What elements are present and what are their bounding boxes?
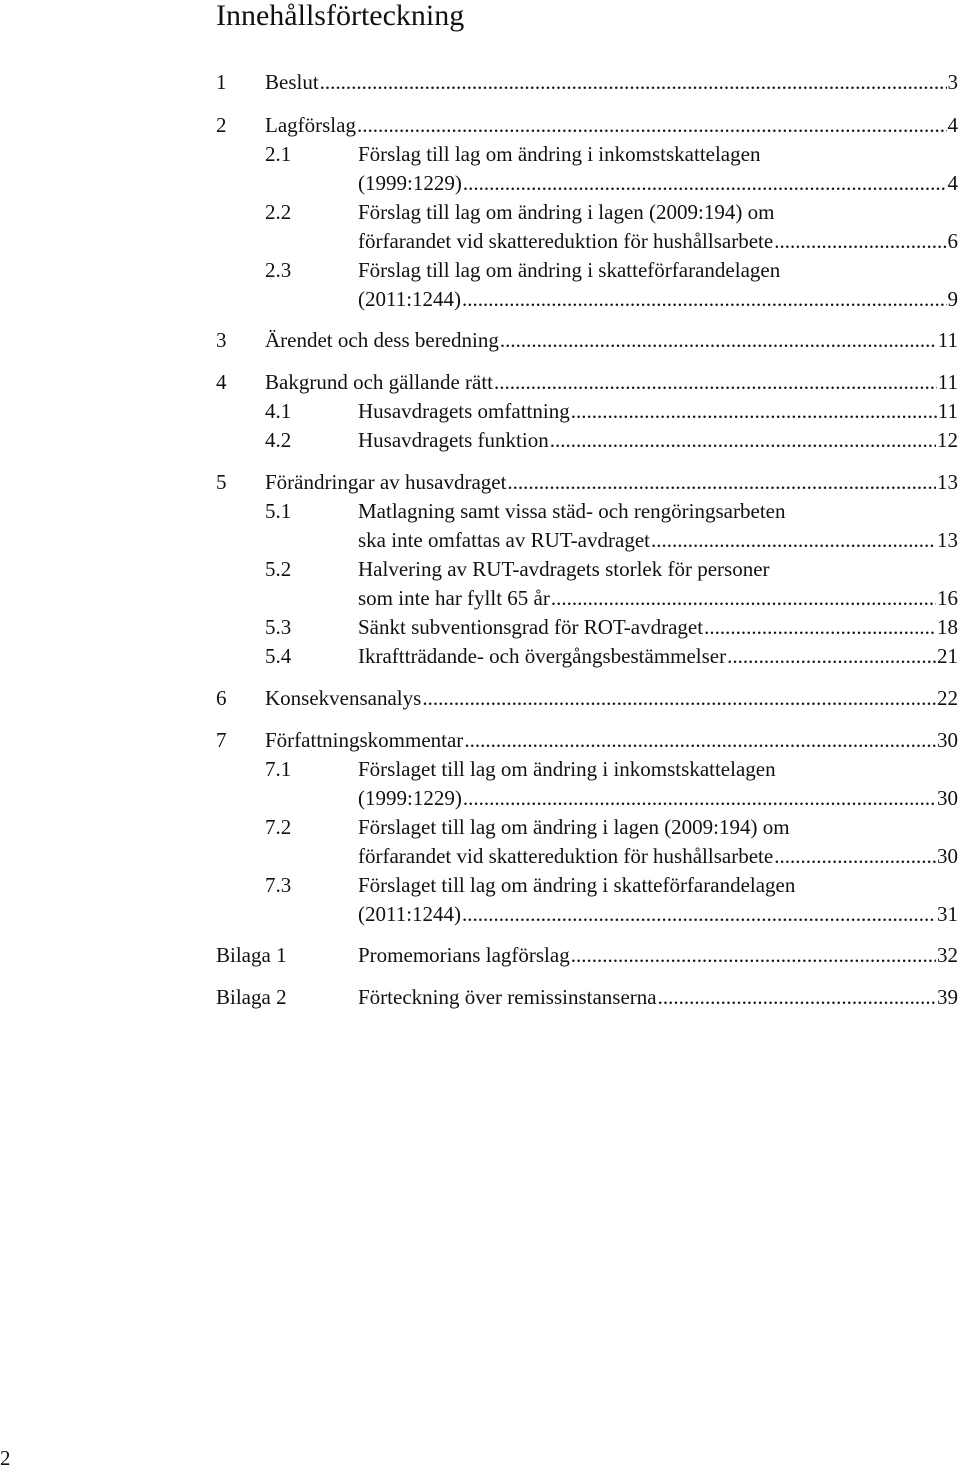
toc-entry[interactable] [0,684,960,713]
toc-dot-leader [774,227,946,256]
toc-entry[interactable] [0,111,960,140]
toc-entry-number: 6 [216,686,227,710]
toc-entry[interactable] [0,941,960,970]
toc-entry[interactable] [0,368,960,397]
toc-entry-title: Förslaget till lag om ändring i lagen (2009:194) om [358,815,790,839]
toc-entry-page: 30 [937,786,958,810]
toc-dot-leader [550,426,936,455]
toc-entry-page: 6 [947,229,958,253]
toc-entry[interactable] [0,555,960,613]
toc-entry-title: Förslag till lag om ändring i lagen (2009:194) om [358,200,775,224]
page-title: Innehållsförteckning [216,0,465,32]
toc-entry-number: 5 [216,470,227,494]
toc-entry-title: Förändringar av husavdraget [265,470,507,494]
toc-dot-leader [462,900,936,929]
toc-dot-leader [320,68,947,97]
toc-entry-page: 31 [937,902,958,926]
toc-entry-number: 2.1 [265,142,292,166]
toc-entry-page: 11 [937,370,958,394]
toc-entry-number: 3 [216,328,227,352]
toc-entry-number: 7.1 [265,757,292,781]
toc-entry[interactable] [0,326,960,355]
toc-entry-page: 4 [947,113,958,137]
toc-entry-page: 30 [937,844,958,868]
toc-entry-number: 5.1 [265,499,292,523]
toc-entry-page: 11 [937,399,958,423]
toc-entry-title: Författningskommentar [265,728,464,752]
toc-entry-title: Förslaget till lag om ändring i skatteförfarandelagen [358,873,796,897]
toc-entry[interactable] [0,497,960,555]
toc-entry-number: Bilaga 2 [216,985,287,1009]
toc-entry[interactable] [0,256,960,314]
toc-entry-number: 5.3 [265,615,292,639]
toc-dot-leader [774,842,936,871]
toc-entry-number: 7.3 [265,873,292,897]
toc-entry-number: 7 [216,728,227,752]
toc-entry-number: 2.2 [265,200,292,224]
toc-dot-leader [357,111,947,140]
toc-entry[interactable] [0,983,960,1012]
toc-entry[interactable] [0,397,960,426]
toc-entry-number: 5.2 [265,557,292,581]
toc-entry-number: 4.1 [265,399,292,423]
toc-entry[interactable] [0,68,960,97]
toc-entry-title: Beslut [265,70,319,94]
toc-entry[interactable] [0,198,960,256]
toc-dot-leader [571,397,937,426]
toc-entry-number: 7.2 [265,815,292,839]
toc-dot-leader [463,169,947,198]
toc-entry-title: Förslaget till lag om ändring i inkomstskattelagen [358,757,776,781]
toc-entry-title: Matlagning samt vissa städ- och rengöringsarbeten [358,499,786,523]
toc-dot-leader [464,726,936,755]
toc-dot-leader [571,941,936,970]
toc-dot-leader [551,584,936,613]
toc-entry-page: 4 [947,171,958,195]
toc-dot-leader [422,684,936,713]
toc-entry-number: Bilaga 1 [216,943,287,967]
toc-entry-title: förfarandet vid skattereduktion för hushållsarbete [358,844,774,868]
toc-dot-leader [727,642,936,671]
toc-entry-number: 1 [216,70,227,94]
toc-entry-title: som inte har fyllt 65 år [358,586,550,610]
toc-entry-page: 32 [937,943,958,967]
toc-entry-title: Sänkt subventionsgrad för ROT-avdraget [358,615,704,639]
toc-entry-page: 21 [937,644,958,668]
toc-dot-leader [462,285,946,314]
toc-entry-title: Bakgrund och gällande rätt [265,370,494,394]
toc-entry-number: 5.4 [265,644,292,668]
toc-entry-title: Husavdragets funktion [358,428,549,452]
toc-entry-title: förfarandet vid skattereduktion för hushållsarbete [358,229,774,253]
toc-entry-title: (1999:1229) [358,171,462,195]
toc-entry-page: 11 [937,328,958,352]
toc-entry-page: 13 [937,470,958,494]
toc-entry-number: 2 [216,113,227,137]
toc-dot-leader [507,468,936,497]
toc-entry-page: 16 [937,586,958,610]
toc-entry[interactable] [0,813,960,871]
toc-dot-leader [463,784,936,813]
toc-entry-page: 12 [937,428,958,452]
toc-entry-page: 22 [937,686,958,710]
toc-entry-page: 13 [937,528,958,552]
toc-entry-title: (2011:1244) [358,902,462,926]
toc-entry-page: 30 [937,728,958,752]
toc-dot-leader [704,613,936,642]
toc-dot-leader [494,368,937,397]
toc-entry-page: 39 [937,985,958,1009]
toc-entry-number: 4.2 [265,428,292,452]
toc-entry[interactable] [0,871,960,929]
toc-entry[interactable] [0,642,960,671]
toc-entry-title: Ärendet och dess beredning [265,328,499,352]
toc-entry-page: 3 [947,70,958,94]
toc-entry-title: ska inte omfattas av RUT-avdraget [358,528,650,552]
toc-entry-title: Konsekvensanalys [265,686,422,710]
toc-entry-number: 4 [216,370,227,394]
toc-entry-title: Promemorians lagförslag [358,943,570,967]
toc-dot-leader [658,983,936,1012]
toc-entry-title: Förslag till lag om ändring i inkomstskattelagen [358,142,761,166]
toc-entry-page: 18 [937,615,958,639]
toc-entry-page: 9 [947,287,958,311]
page-number: 2 [0,1446,11,1470]
toc-entry-title: Halvering av RUT-avdragets storlek för personer [358,557,770,581]
toc-entry-number: 2.3 [265,258,292,282]
toc-entry-title: Husavdragets omfattning [358,399,570,423]
toc-entry[interactable] [0,468,960,497]
toc-entry-title: Förteckning över remissinstanserna [358,985,657,1009]
toc-entry[interactable] [0,613,960,642]
toc-dot-leader [651,526,936,555]
toc-entry-title: Ikraftträdande- och övergångsbestämmelser [358,644,727,668]
toc-entry[interactable] [0,426,960,455]
toc-entry[interactable] [0,726,960,755]
toc-entry-title: Förslag till lag om ändring i skatteförfarandelagen [358,258,781,282]
toc-entry[interactable] [0,140,960,198]
toc-dot-leader [500,326,937,355]
toc-entry-title: Lagförslag [265,113,356,137]
toc-entry-title: (1999:1229) [358,786,462,810]
toc-entry-title: (2011:1244) [358,287,462,311]
toc-entry[interactable] [0,755,960,813]
